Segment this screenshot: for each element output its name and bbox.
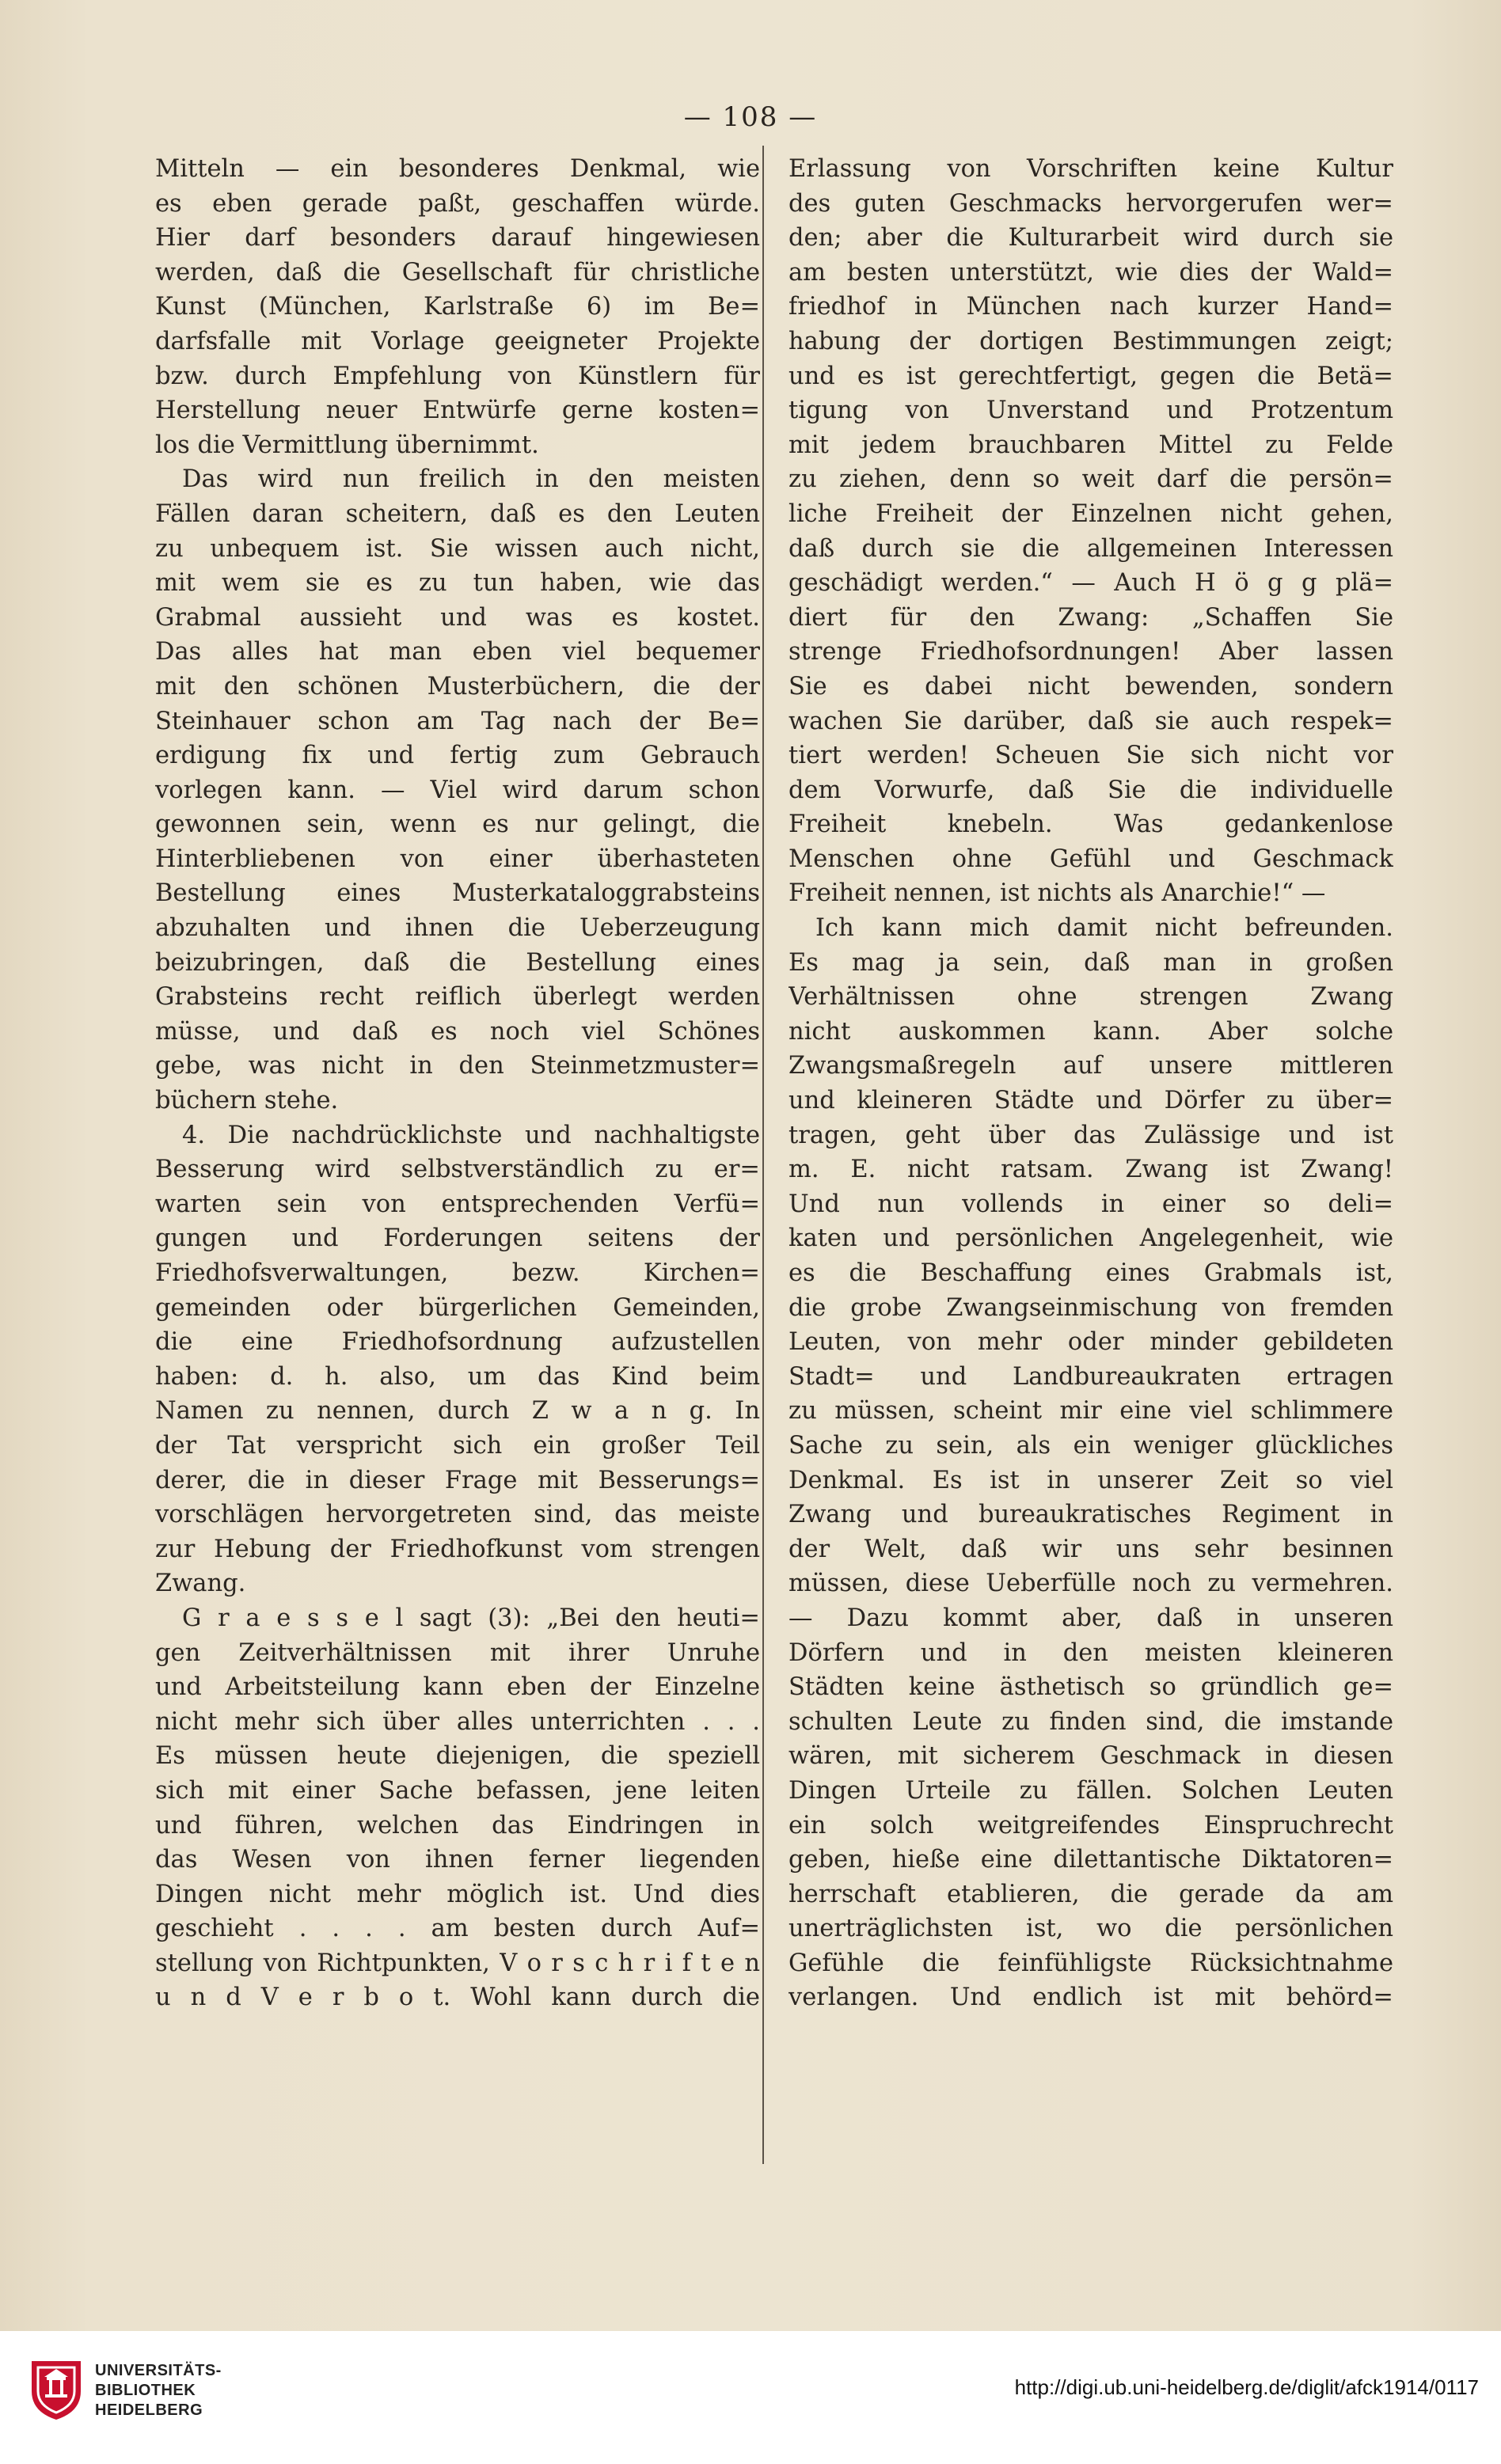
- text-line: vorlegen kann. — Viel wird darum schon: [155, 776, 760, 804]
- text-line: zur Hebung der Friedhofkunst vom strengen: [155, 1535, 760, 1563]
- text-line: am besten unterstützt, wie dies der Wald=: [788, 258, 1393, 287]
- text-line: mit jedem brauchbaren Mittel zu Felde: [788, 431, 1393, 459]
- text-line: daß durch sie die allgemeinen Interessen: [788, 534, 1393, 563]
- text-line: m. E. nicht ratsam. Zwang ist Zwang!: [788, 1156, 1393, 1184]
- text-line: der Welt, daß wir uns sehr besinnen: [788, 1535, 1393, 1563]
- text-line: werden, daß die Gesellschaft für christliche: [155, 258, 760, 287]
- text-line: geschieht . . . . am besten durch Auf=: [155, 1915, 760, 1943]
- text-line: geben, hieße eine dilettantische Diktatoren=: [788, 1846, 1393, 1874]
- library-name-line: HEIDELBERG: [95, 2401, 203, 2419]
- text-line: los die Vermittlung übernimmt.: [155, 431, 539, 459]
- text-line: und es ist gerechtfertigt, gegen die Betä=: [788, 362, 1393, 390]
- text-line: Städten keine ästhetisch so gründlich ge=: [788, 1673, 1393, 1702]
- text-line: herrschaft etablieren, die gerade da am: [788, 1880, 1393, 1908]
- text-line: Grabmal aussieht und was es kostet.: [155, 603, 760, 632]
- text-line: diert für den Zwang: „Schaffen Sie: [788, 603, 1393, 632]
- library-name: [95, 2361, 222, 2420]
- column-divider: [762, 146, 764, 2164]
- text-line: Menschen ohne Gefühl und Geschmack: [788, 845, 1393, 873]
- library-name-line: UNIVERSITÄTS-: [95, 2362, 222, 2379]
- text-line: ein solch weitgreifendes Einspruchrecht: [788, 1811, 1393, 1839]
- text-line: den; aber die Kulturarbeit wird durch sie: [788, 224, 1393, 252]
- text-line: schulten Leute zu finden sind, die imstande: [788, 1707, 1393, 1736]
- text-line: gemeinden oder bürgerlichen Gemeinden,: [155, 1293, 760, 1322]
- text-line: Friedhofsverwaltungen, bezw. Kirchen=: [155, 1259, 760, 1287]
- text-line: nicht auskommen kann. Aber solche: [788, 1017, 1393, 1046]
- text-line: wären, mit sicherem Geschmack in diesen: [788, 1742, 1393, 1771]
- text-line: Hinterbliebenen von einer überhasteten: [155, 845, 760, 873]
- text-line: Und nun vollends in einer so deli=: [788, 1190, 1393, 1218]
- text-line: haben: d. h. also, um das Kind beim: [155, 1362, 760, 1391]
- text-line: Ich kann mich damit nicht befreunden.: [815, 914, 1393, 943]
- text-line: gen Zeitverhältnissen mit ihrer Unruhe: [155, 1638, 760, 1667]
- text-line: es eben gerade paßt, geschaffen würde.: [155, 189, 760, 218]
- text-line: dem Vorwurfe, daß Sie die individuelle: [788, 776, 1393, 804]
- text-line: 4. Die nachdrücklichste und nachhaltigste: [182, 1121, 760, 1149]
- text-line: Bestellung eines Musterkataloggrabsteins: [155, 879, 760, 908]
- text-line: des guten Geschmacks hervorgerufen wer=: [788, 189, 1393, 218]
- text-line: verlangen. Und endlich ist mit behörd=: [788, 1984, 1393, 2012]
- text-line: Hier darf besonders darauf hingewiesen: [155, 224, 760, 252]
- text-line: Erlassung von Vorschriften keine Kultur: [788, 155, 1393, 183]
- text-line: Namen zu nennen, durch Z w a n g. In: [155, 1397, 760, 1426]
- text-line: der Tat verspricht sich ein großer Teil: [155, 1431, 760, 1460]
- text-line: katen und persönlichen Angelegenheit, wie: [788, 1224, 1393, 1253]
- text-line: die eine Friedhofsordnung aufzustellen: [155, 1328, 760, 1357]
- text-line: erdigung fix und fertig zum Gebrauch: [155, 742, 760, 770]
- text-line: Dörfern und in den meisten kleineren: [788, 1638, 1393, 1667]
- text-line: u n d V e r b o t. Wohl kann durch die: [155, 1984, 760, 2012]
- text-line: mit den schönen Musterbüchern, die der: [155, 672, 760, 700]
- text-line: es die Beschaffung eines Grabmals ist,: [788, 1259, 1393, 1287]
- text-line: und kleineren Städte und Dörfer zu über=: [788, 1087, 1393, 1115]
- text-line: Es müssen heute diejenigen, die speziell: [155, 1742, 760, 1771]
- library-logo[interactable]: [27, 2348, 280, 2436]
- text-line: tragen, geht über das Zulässige und ist: [788, 1121, 1393, 1149]
- text-line: zu müssen, scheint mir eine viel schlimmere: [788, 1397, 1393, 1426]
- text-line: beizubringen, daß die Bestellung eines: [155, 948, 760, 977]
- text-line: tigung von Unverstand und Protzentum: [788, 397, 1393, 425]
- text-line: G r a e s s e l sagt (3): „Bei den heuti=: [182, 1604, 760, 1632]
- text-line: Zwang.: [155, 1570, 246, 1598]
- text-line: gebe, was nicht in den Steinmetzmuster=: [155, 1052, 760, 1080]
- text-line: Leuten, von mehr oder minder gebildeten: [788, 1328, 1393, 1357]
- text-line: zu unbequem ist. Sie wissen auch nicht,: [155, 534, 760, 563]
- text-line: friedhof in München nach kurzer Hand=: [788, 293, 1393, 321]
- source-url[interactable]: http://digi.ub.uni-heidelberg.de/diglit/afck1914/0117: [1014, 2375, 1479, 2399]
- text-line: darfsfalle mit Vorlage geeigneter Projekte: [155, 327, 760, 355]
- text-line: abzuhalten und ihnen die Ueberzeugung: [155, 914, 760, 943]
- text-line: bzw. durch Empfehlung von Künstlern für: [155, 362, 760, 390]
- text-line: Kunst (München, Karlstraße 6) im Be=: [155, 293, 760, 321]
- left-text-column: [155, 152, 760, 2015]
- text-line: — Dazu kommt aber, daß in unseren: [788, 1604, 1393, 1632]
- text-line: die grobe Zwangseinmischung von fremden: [788, 1293, 1393, 1322]
- page-number: — 108 —: [683, 101, 818, 133]
- text-line: Fällen daran scheitern, daß es den Leuten: [155, 499, 760, 528]
- text-line: das Wesen von ihnen ferner liegenden: [155, 1846, 760, 1874]
- library-name-line: BIBLIOTHEK: [95, 2382, 196, 2399]
- text-line: Steinhauer schon am Tag nach der Be=: [155, 707, 760, 735]
- text-line: gewonnen sein, wenn es nur gelingt, die: [155, 811, 760, 839]
- university-seal-icon: [27, 2356, 86, 2421]
- text-line: Freiheit nennen, ist nichts als Anarchie!“ —: [788, 879, 1326, 908]
- text-line: nicht mehr sich über alles unterrichten . . .: [155, 1707, 760, 1736]
- text-line: Gefühle die feinfühligste Rücksichtnahme: [788, 1949, 1393, 1977]
- text-line: Zwang und bureaukratisches Regiment in: [788, 1501, 1393, 1529]
- text-line: tiert werden! Scheuen Sie sich nicht vor: [788, 742, 1393, 770]
- text-line: mit wem sie es zu tun haben, wie das: [155, 569, 760, 598]
- text-line: Verhältnissen ohne strengen Zwang: [788, 983, 1393, 1012]
- text-line: warten sein von entsprechenden Verfü=: [155, 1190, 760, 1218]
- text-line: Grabsteins recht reiflich überlegt werden: [155, 983, 760, 1012]
- text-line: wachen Sie darüber, daß sie auch respek=: [788, 707, 1393, 735]
- text-line: strenge Friedhofsordnungen! Aber lassen: [788, 638, 1393, 666]
- text-line: Das wird nun freilich in den meisten: [182, 465, 760, 494]
- text-line: Dingen nicht mehr möglich ist. Und dies: [155, 1880, 760, 1908]
- text-line: müssen, diese Ueberfülle noch zu vermehren.: [788, 1570, 1393, 1598]
- text-line: Zwangsmaßregeln auf unsere mittleren: [788, 1052, 1393, 1080]
- footer-bar: [0, 2331, 1501, 2464]
- text-line: geschädigt werden.“ — Auch H ö g g plä=: [788, 569, 1393, 598]
- text-line: habung der dortigen Bestimmungen zeigt;: [788, 327, 1393, 355]
- text-line: gungen und Forderungen seitens der: [155, 1224, 760, 1253]
- text-line: vorschlägen hervorgetreten sind, das meiste: [155, 1501, 760, 1529]
- text-line: müsse, und daß es noch viel Schönes: [155, 1017, 760, 1046]
- text-line: Sache zu sein, als ein weniger glückliches: [788, 1431, 1393, 1460]
- text-line: Es mag ja sein, daß man in großen: [788, 948, 1393, 977]
- text-line: Herstellung neuer Entwürfe gerne kosten=: [155, 397, 760, 425]
- text-line: Denkmal. Es ist in unserer Zeit so viel: [788, 1466, 1393, 1494]
- text-line: Dingen Urteile zu fällen. Solchen Leuten: [788, 1776, 1393, 1805]
- text-line: zu ziehen, denn so weit darf die persön=: [788, 465, 1393, 494]
- text-line: Mitteln — ein besonderes Denkmal, wie: [155, 155, 760, 183]
- text-line: derer, die in dieser Frage mit Besserungs=: [155, 1466, 760, 1494]
- text-line: stellung von Richtpunkten, V o r s c h r i f t e n: [155, 1949, 760, 1977]
- text-line: Stadt= und Landbureaukraten ertragen: [788, 1362, 1393, 1391]
- text-line: Das alles hat man eben viel bequemer: [155, 638, 760, 666]
- text-line: unerträglichsten ist, wo die persönlichen: [788, 1915, 1393, 1943]
- text-line: und Arbeitsteilung kann eben der Einzelne: [155, 1673, 760, 1702]
- text-line: Besserung wird selbstverständlich zu er=: [155, 1156, 760, 1184]
- text-line: liche Freiheit der Einzelnen nicht gehen,: [788, 499, 1393, 528]
- right-text-column: [788, 152, 1393, 2015]
- text-line: sich mit einer Sache befassen, jene leiten: [155, 1776, 760, 1805]
- text-line: büchern stehe.: [155, 1087, 339, 1115]
- text-line: Sie es dabei nicht bewenden, sondern: [788, 672, 1393, 700]
- text-line: und führen, welchen das Eindringen in: [155, 1811, 760, 1839]
- text-line: Freiheit knebeln. Was gedankenlose: [788, 811, 1393, 839]
